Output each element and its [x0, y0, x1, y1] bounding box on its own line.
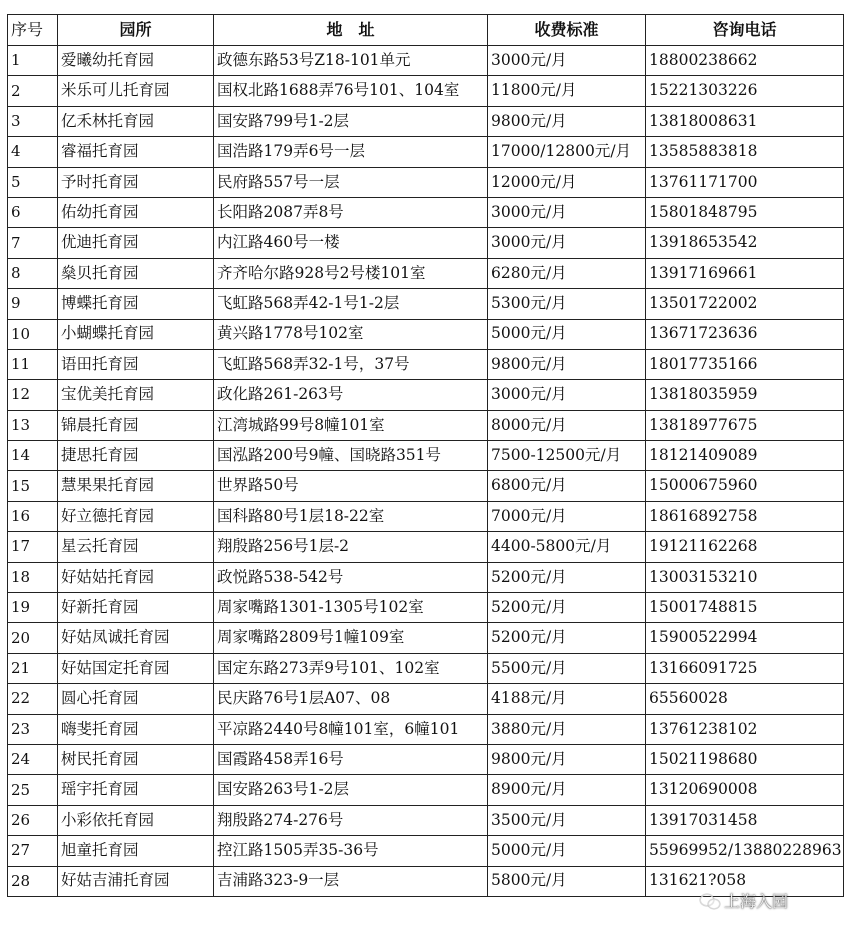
table-row: [8, 197, 844, 227]
cell-name: 星云托育园: [58, 532, 214, 562]
cell-name: 圆心托育园: [58, 684, 214, 714]
cell-index: 17: [8, 532, 58, 562]
cell-fee: 5800元/月: [488, 866, 646, 896]
cell-address: 国泓路200号9幢、国晓路351号: [214, 441, 488, 471]
cell-phone: 13761238102: [646, 714, 844, 744]
cell-fee: 17000/12800元/月: [488, 137, 646, 167]
cell-address: 周家嘴路2809号1幢109室: [214, 623, 488, 653]
cell-address: 民庆路76号1层A07、08: [214, 684, 488, 714]
cell-fee: 7500-12500元/月: [488, 441, 646, 471]
cell-index: 22: [8, 684, 58, 714]
cell-address: 世界路50号: [214, 471, 488, 501]
cell-phone: 18121409089: [646, 441, 844, 471]
cell-index: 25: [8, 775, 58, 805]
cell-address: 黄兴路1778号102室: [214, 319, 488, 349]
table-row: [8, 775, 844, 805]
table-row: [8, 684, 844, 714]
cell-phone: 13917031458: [646, 805, 844, 835]
cell-name: 嗨斐托育园: [58, 714, 214, 744]
cell-fee: 6280元/月: [488, 258, 646, 288]
cell-index: 12: [8, 380, 58, 410]
cell-index: 14: [8, 441, 58, 471]
cell-name: 小蝴蝶托育园: [58, 319, 214, 349]
cell-name: 博蝶托育园: [58, 289, 214, 319]
table-row: [8, 76, 844, 106]
table-row: [8, 501, 844, 531]
cell-phone: 13761171700: [646, 167, 844, 197]
cell-fee: 3000元/月: [488, 197, 646, 227]
cell-name: 亿禾林托育园: [58, 106, 214, 136]
cell-index: 9: [8, 289, 58, 319]
wechat-icon: [700, 893, 720, 909]
cell-phone: 13003153210: [646, 562, 844, 592]
cell-address: 翔殷路274-276号: [214, 805, 488, 835]
cell-name: 瑶宇托育园: [58, 775, 214, 805]
cell-phone: 55969952/13880228963: [646, 836, 844, 866]
cell-address: 飞虹路568弄32-1号，37号: [214, 349, 488, 379]
cell-address: 吉浦路323-9一层: [214, 866, 488, 896]
cell-address: 长阳路2087弄8号: [214, 197, 488, 227]
cell-address: 江湾城路99号8幢101室: [214, 410, 488, 440]
table-header: [8, 15, 844, 46]
cell-fee: 11800元/月: [488, 76, 646, 106]
cell-phone: 13501722002: [646, 289, 844, 319]
cell-phone: 13918653542: [646, 228, 844, 258]
cell-name: 锦晨托育园: [58, 410, 214, 440]
cell-fee: 5500元/月: [488, 653, 646, 683]
cell-fee: 3500元/月: [488, 805, 646, 835]
table-row: [8, 106, 844, 136]
cell-name: 捷思托育园: [58, 441, 214, 471]
cell-address: 国科路80号1层18-22室: [214, 501, 488, 531]
cell-fee: 5000元/月: [488, 836, 646, 866]
cell-fee: 5200元/月: [488, 623, 646, 653]
cell-phone: 18800238662: [646, 46, 844, 76]
cell-index: 13: [8, 410, 58, 440]
cell-phone: 15001748815: [646, 593, 844, 623]
cell-name: 好姑凤诚托育园: [58, 623, 214, 653]
table-row: [8, 228, 844, 258]
cell-fee: 6800元/月: [488, 471, 646, 501]
cell-index: 21: [8, 653, 58, 683]
cell-name: 好姑姑托育园: [58, 562, 214, 592]
table-row: [8, 836, 844, 866]
cell-fee: 3000元/月: [488, 228, 646, 258]
cell-phone: 19121162268: [646, 532, 844, 562]
cell-name: 爱曦幼托育园: [58, 46, 214, 76]
cell-address: 政悦路538-542号: [214, 562, 488, 592]
table-row: [8, 593, 844, 623]
cell-fee: 3000元/月: [488, 380, 646, 410]
cell-fee: 5300元/月: [488, 289, 646, 319]
cell-phone: 18017735166: [646, 349, 844, 379]
cell-phone: 15801848795: [646, 197, 844, 227]
table-row: [8, 562, 844, 592]
cell-name: 好姑吉浦托育园: [58, 866, 214, 896]
table-row: [8, 805, 844, 835]
cell-index: 1: [8, 46, 58, 76]
cell-address: 民府路557号一层: [214, 167, 488, 197]
cell-fee: 3880元/月: [488, 714, 646, 744]
cell-index: 26: [8, 805, 58, 835]
cell-phone: 13818008631: [646, 106, 844, 136]
cell-fee: 4400-5800元/月: [488, 532, 646, 562]
cell-phone: 15900522994: [646, 623, 844, 653]
header-index: 序号: [8, 15, 58, 46]
table-row: [8, 137, 844, 167]
cell-address: 国浩路179弄6号一层: [214, 137, 488, 167]
table-row: [8, 471, 844, 501]
cell-address: 平凉路2440号8幢101室，6幢101: [214, 714, 488, 744]
cell-name: 好立德托育园: [58, 501, 214, 531]
cell-name: 旭童托育园: [58, 836, 214, 866]
cell-address: 周家嘴路1301-1305号102室: [214, 593, 488, 623]
cell-name: 好姑国定托育园: [58, 653, 214, 683]
cell-address: 国安路263号1-2层: [214, 775, 488, 805]
cell-fee: 5200元/月: [488, 593, 646, 623]
cell-index: 15: [8, 471, 58, 501]
cell-index: 3: [8, 106, 58, 136]
cell-index: 23: [8, 714, 58, 744]
table-row: [8, 349, 844, 379]
cell-fee: 9800元/月: [488, 106, 646, 136]
cell-phone: 18616892758: [646, 501, 844, 531]
cell-address: 翔殷路256号1层-2: [214, 532, 488, 562]
table-row: [8, 410, 844, 440]
header-address: 地 址: [214, 15, 488, 46]
cell-fee: 9800元/月: [488, 744, 646, 774]
cell-name: 予时托育园: [58, 167, 214, 197]
cell-name: 佑幼托育园: [58, 197, 214, 227]
cell-phone: 13818977675: [646, 410, 844, 440]
cell-fee: 8000元/月: [488, 410, 646, 440]
header-name: 园所: [58, 15, 214, 46]
cell-index: 5: [8, 167, 58, 197]
cell-index: 24: [8, 744, 58, 774]
table-row: [8, 46, 844, 76]
cell-name: 树民托育园: [58, 744, 214, 774]
cell-fee: 4188元/月: [488, 684, 646, 714]
table-container: [7, 14, 844, 897]
cell-index: 6: [8, 197, 58, 227]
cell-index: 8: [8, 258, 58, 288]
cell-address: 内江路460号一楼: [214, 228, 488, 258]
cell-phone: 65560028: [646, 684, 844, 714]
cell-phone: 15021198680: [646, 744, 844, 774]
cell-address: 国霞路458弄16号: [214, 744, 488, 774]
table-body: [8, 46, 844, 897]
table-row: [8, 167, 844, 197]
cell-index: 10: [8, 319, 58, 349]
cell-fee: 7000元/月: [488, 501, 646, 531]
cell-address: 飞虹路568弄42-1号1-2层: [214, 289, 488, 319]
cell-phone: 15221303226: [646, 76, 844, 106]
cell-name: 语田托育园: [58, 349, 214, 379]
cell-fee: 12000元/月: [488, 167, 646, 197]
header-phone: 咨询电话: [646, 15, 844, 46]
cell-address: 国定东路273弄9号101、102室: [214, 653, 488, 683]
cell-fee: 3000元/月: [488, 46, 646, 76]
header-fee: 收费标准: [488, 15, 646, 46]
cell-phone: 13120690008: [646, 775, 844, 805]
cell-address: 齐齐哈尔路928号2号楼101室: [214, 258, 488, 288]
table-row: [8, 289, 844, 319]
table-row: [8, 714, 844, 744]
table-row: [8, 532, 844, 562]
cell-name: 宝优美托育园: [58, 380, 214, 410]
table-row: [8, 380, 844, 410]
table-row: [8, 441, 844, 471]
cell-fee: 8900元/月: [488, 775, 646, 805]
cell-phone: 13166091725: [646, 653, 844, 683]
nursery-table: [7, 14, 844, 897]
cell-phone: 131621?058: [646, 866, 844, 896]
cell-name: 睿福托育园: [58, 137, 214, 167]
cell-fee: 5200元/月: [488, 562, 646, 592]
cell-address: 国权北路1688弄76号101、104室: [214, 76, 488, 106]
cell-index: 28: [8, 866, 58, 896]
cell-address: 政德东路53号Z18-101单元: [214, 46, 488, 76]
cell-index: 11: [8, 349, 58, 379]
table-row: [8, 319, 844, 349]
cell-phone: 13818035959: [646, 380, 844, 410]
table-row: [8, 653, 844, 683]
cell-fee: 5000元/月: [488, 319, 646, 349]
cell-index: 4: [8, 137, 58, 167]
cell-index: 20: [8, 623, 58, 653]
cell-phone: 13671723636: [646, 319, 844, 349]
cell-name: 优迪托育园: [58, 228, 214, 258]
cell-address: 控江路1505弄35-36号: [214, 836, 488, 866]
cell-name: 小彩依托育园: [58, 805, 214, 835]
table-row: [8, 744, 844, 774]
cell-fee: 9800元/月: [488, 349, 646, 379]
cell-phone: 15000675960: [646, 471, 844, 501]
watermark-text: 上海入园: [724, 892, 789, 911]
cell-name: 好新托育园: [58, 593, 214, 623]
table-row: [8, 258, 844, 288]
watermark: [700, 889, 788, 912]
cell-name: 米乐可儿托育园: [58, 76, 214, 106]
cell-index: 18: [8, 562, 58, 592]
cell-name: 燊贝托育园: [58, 258, 214, 288]
cell-index: 2: [8, 76, 58, 106]
header-row: [8, 15, 844, 46]
cell-name: 慧果果托育园: [58, 471, 214, 501]
cell-phone: 13585883818: [646, 137, 844, 167]
table-row: [8, 623, 844, 653]
cell-index: 7: [8, 228, 58, 258]
cell-index: 19: [8, 593, 58, 623]
cell-phone: 13917169661: [646, 258, 844, 288]
cell-index: 27: [8, 836, 58, 866]
cell-address: 国安路799号1-2层: [214, 106, 488, 136]
cell-address: 政化路261-263号: [214, 380, 488, 410]
cell-index: 16: [8, 501, 58, 531]
